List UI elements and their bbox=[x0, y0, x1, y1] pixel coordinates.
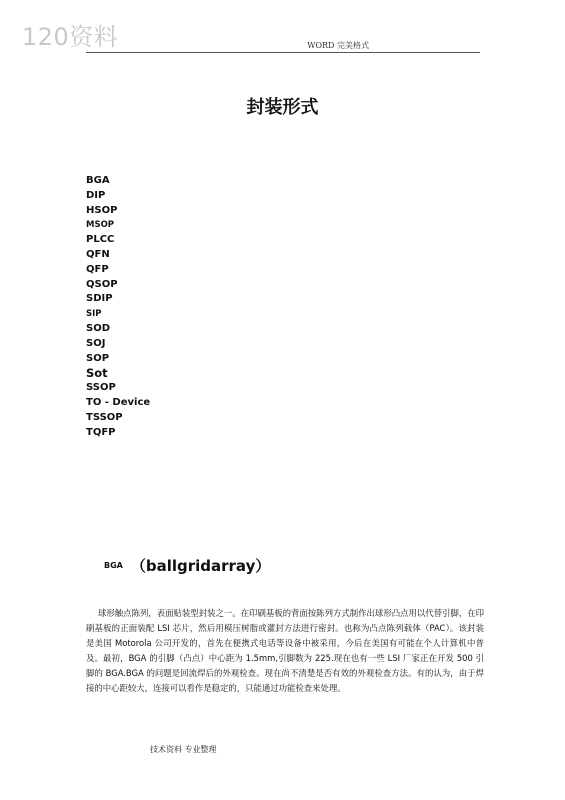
header-rule bbox=[86, 52, 480, 53]
section-heading bbox=[104, 555, 270, 576]
list-item: SOP bbox=[86, 352, 110, 364]
list-item: TO - Device bbox=[86, 396, 151, 408]
list-item: SOD bbox=[86, 322, 111, 334]
section-full-name: （ballgridarray） bbox=[130, 557, 271, 575]
list-item: QFP bbox=[86, 263, 109, 275]
list-item: DIP bbox=[86, 189, 106, 201]
list-item: HSOP bbox=[86, 204, 118, 216]
list-item: SDIP bbox=[86, 293, 113, 305]
list-item: QSOP bbox=[86, 278, 118, 290]
list-item: PLCC bbox=[86, 234, 115, 246]
list-item: TSSOP bbox=[86, 411, 123, 423]
page-header: WORD 完美格式 bbox=[307, 41, 369, 50]
document-title: 封装形式 bbox=[246, 97, 319, 118]
section-abbr: BGA bbox=[104, 561, 123, 570]
list-item: SOJ bbox=[86, 337, 106, 349]
list-item: QFN bbox=[86, 248, 110, 260]
list-item: MSOP bbox=[86, 220, 115, 231]
watermark-logo: 120资料 bbox=[22, 23, 119, 51]
page-footer: 技术资料 专业整理 bbox=[150, 745, 217, 754]
list-item: TQFP bbox=[86, 426, 116, 438]
list-item: SSOP bbox=[86, 382, 116, 394]
section-paragraph: 球形触点陈列，表面贴装型封装之一。在印刷基板的背面按陈列方式制作出球形凸点用以代替引脚，在印刷基板的正面装配 LSI 芯片，然后用模压树脂或灌封方法进行密封。也称为凸点陈列载体（PAC）。该封装是美国 Motorola 公司开发的，首先在便携式电话等设备中被采用，今后在美国有可能在个人计算机中普及。最初，BGA 的引脚（凸点）中心距为 1.5mm,引脚数为 225.现在也有一些 LSI 厂家正在开发 500 引脚的 BGA.BGA 的问题是回流焊后的外观检查。现在尚不清楚是否有效的外观检查方法。有的认为，由于焊接的中心距较大，连接可以看作是稳定的，只能通过功能检查来处理。 bbox=[86, 608, 484, 693]
list-item: BGA bbox=[86, 175, 110, 186]
list-item: Sot bbox=[86, 366, 108, 381]
list-item: SIP bbox=[86, 309, 102, 320]
package-type-list bbox=[86, 174, 150, 440]
